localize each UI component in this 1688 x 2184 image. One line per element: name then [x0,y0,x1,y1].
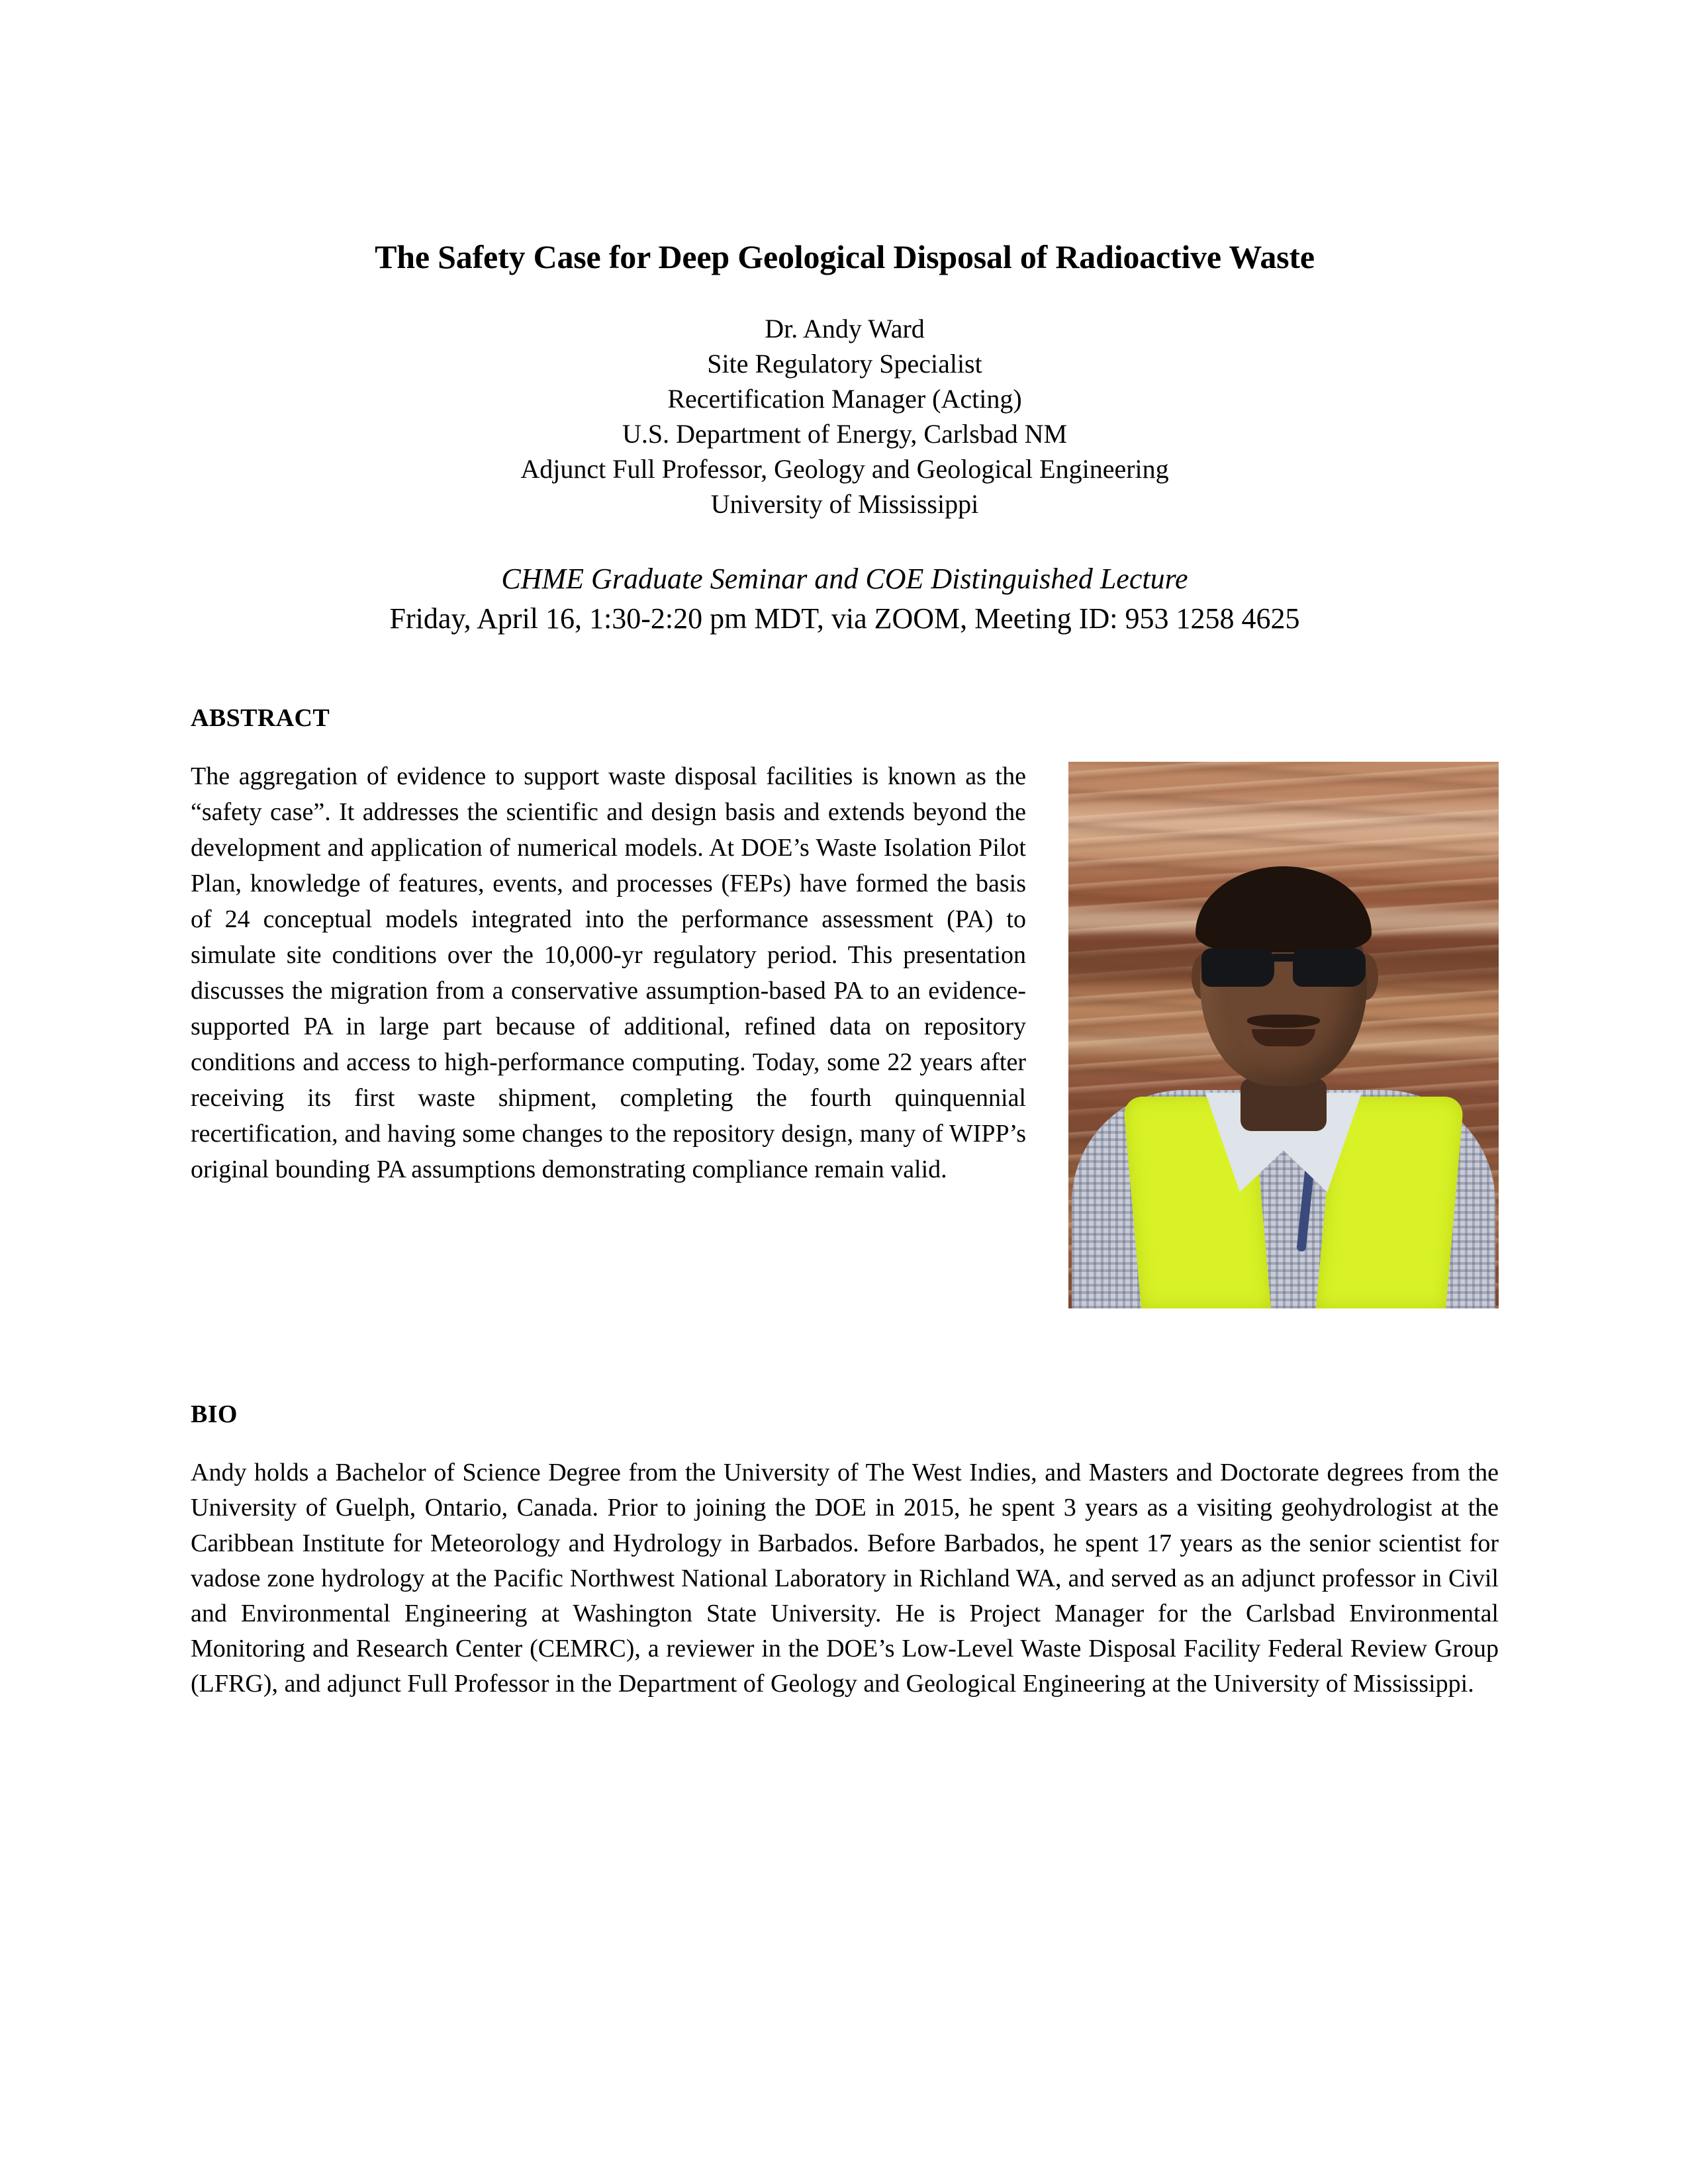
bio-body: Andy holds a Bachelor of Science Degree from the University of The West Indies, and Masters and Doctorate degrees from the University of Guelph, Ontario, Canada. Prior to joining the DOE in 2015, he spent 3 years as a visiting geohydrologist at the Caribbean Institute for Meteorology and Hydrology in Barbados. Before Barbados, he spent 17 years as the senior scientist for vadose zone hydrology at the Pacific Northwest National Laboratory in Richland WA, and served as an adjunct professor in Civil and Environmental Engineering at Washington State University. He is Project Manager for the Carlsbad Environmental Monitoring and Research Center (CEMRC), a reviewer in the DOE’s Low-Level Waste Disposal Facility Federal Review Group (LFRG), and adjunct Full Professor in the Department of Geology and Geological Engineering at the University of Mississippi. [191,1459,1499,1698]
page-content [191,0,1499,1702]
author-affiliation-line: University of Mississippi [710,489,979,520]
portrait-photo [1068,762,1499,1308]
author-affiliation-line: Recertification Manager (Acting) [667,383,1022,414]
abstract-section [191,759,1499,1315]
bio-heading: BIO [191,1400,238,1429]
moustache [1247,1015,1320,1028]
author-affiliation-line: U.S. Department of Energy, Carlsbad NM [622,419,1068,449]
mouth [1252,1029,1315,1046]
sunglass-lens [1293,948,1366,987]
sunglass-bridge [1273,954,1294,962]
portrait-figure [1068,762,1499,1308]
page-title: The Safety Case for Deep Geological Disposal of Radioactive Waste [375,238,1315,275]
abstract-body: The aggregation of evidence to support waste disposal facilities is known as the “safety case”. It addresses the scientific and design basis and extends beyond the development and application of numerical models. At DOE’s Waste Isolation Pilot Plan, knowledge of features, events, and processes (FEPs) have formed the basis of 24 conceptual models integrated into the performance assessment (PA) to simulate site conditions over the 10,000-yr regulatory period. This presentation discusses the migration from a conservative assumption-based PA to an evidence-supported PA in large part because of additional, refined data on repository conditions and access to high-performance computing. Today, some 22 years after receiving its first waste shipment, completing the fourth quinquennial recertification, and having some changes to the repository design, many of WIPP’s original bounding PA assumptions demonstrating compliance remain valid. [191,762,1026,1183]
event-series: CHME Graduate Seminar and COE Distinguished Lecture [501,562,1188,595]
sunglass-lens [1201,948,1274,987]
author-name: Dr. Andy Ward [765,313,925,343]
event-block [191,561,1499,638]
sunglasses-icon [1201,948,1366,991]
author-block [191,311,1499,522]
person-figure [1068,762,1499,1308]
event-datetime: Friday, April 16, 1:30-2:20 pm MDT, via ZOOM, Meeting ID: 953 1258 4625 [389,602,1300,635]
author-affiliation-line: Adjunct Full Professor, Geology and Geological Engineering [520,454,1169,484]
hair [1196,866,1372,952]
author-affiliation-line: Site Regulatory Specialist [707,348,982,379]
neck [1241,1078,1327,1131]
abstract-heading: ABSTRACT [191,704,330,733]
